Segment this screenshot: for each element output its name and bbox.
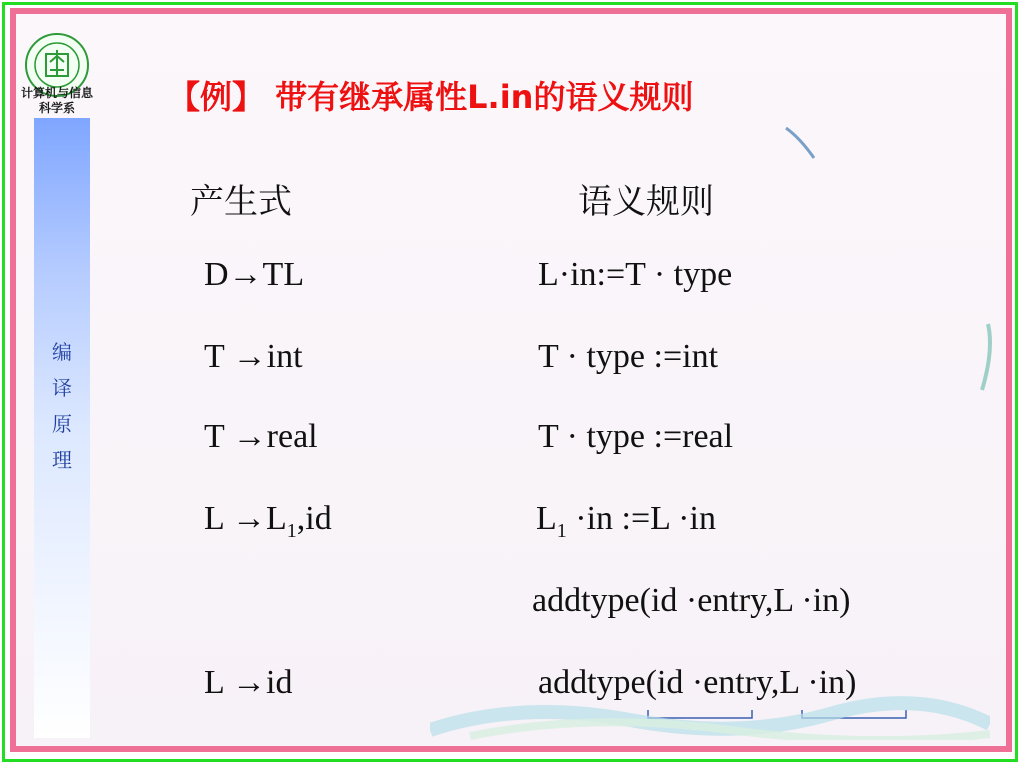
- rule-cell: T · type :=int: [538, 338, 719, 375]
- rule-cell: addtype(id ·entry,L ·in): [538, 664, 857, 701]
- side-label-char: 编: [52, 340, 72, 364]
- rule-cell: addtype(id ·entry,L ·in): [532, 582, 851, 619]
- rule-cell: T · type :=real: [538, 418, 734, 455]
- production-cell: T →real: [204, 418, 318, 455]
- department-name: 计算机与信息科学系: [20, 86, 93, 115]
- side-label-char: 译: [52, 376, 72, 400]
- slide-title: 【例】 带有继承属性L.in的语义规则: [168, 78, 694, 116]
- production-cell: T →int: [204, 338, 303, 375]
- rule-text: ·in :=L ·in: [566, 500, 716, 537]
- subscript: 1: [556, 519, 567, 542]
- feather-decoration-icon: [780, 124, 820, 164]
- production-header: 产生式: [190, 182, 292, 222]
- side-label-char: 理: [52, 448, 72, 472]
- side-label: [34, 334, 90, 478]
- production-text: L →L: [204, 500, 287, 537]
- production-cell: [204, 500, 332, 543]
- wave-decoration-icon: [430, 690, 990, 740]
- slide-content: [16, 14, 1006, 746]
- side-label-char: 原: [52, 412, 72, 436]
- rule-text: L: [536, 500, 557, 537]
- rule-header: 语义规则: [578, 182, 714, 222]
- subscript: 1: [286, 519, 297, 542]
- rule-cell: [536, 500, 716, 543]
- rule-cell: L·in:=T · type: [538, 256, 733, 293]
- production-cell: L →id: [204, 664, 293, 701]
- leaf-decoration-icon: [968, 320, 998, 400]
- production-text: ,id: [296, 500, 332, 537]
- production-cell: D→TL: [204, 256, 305, 293]
